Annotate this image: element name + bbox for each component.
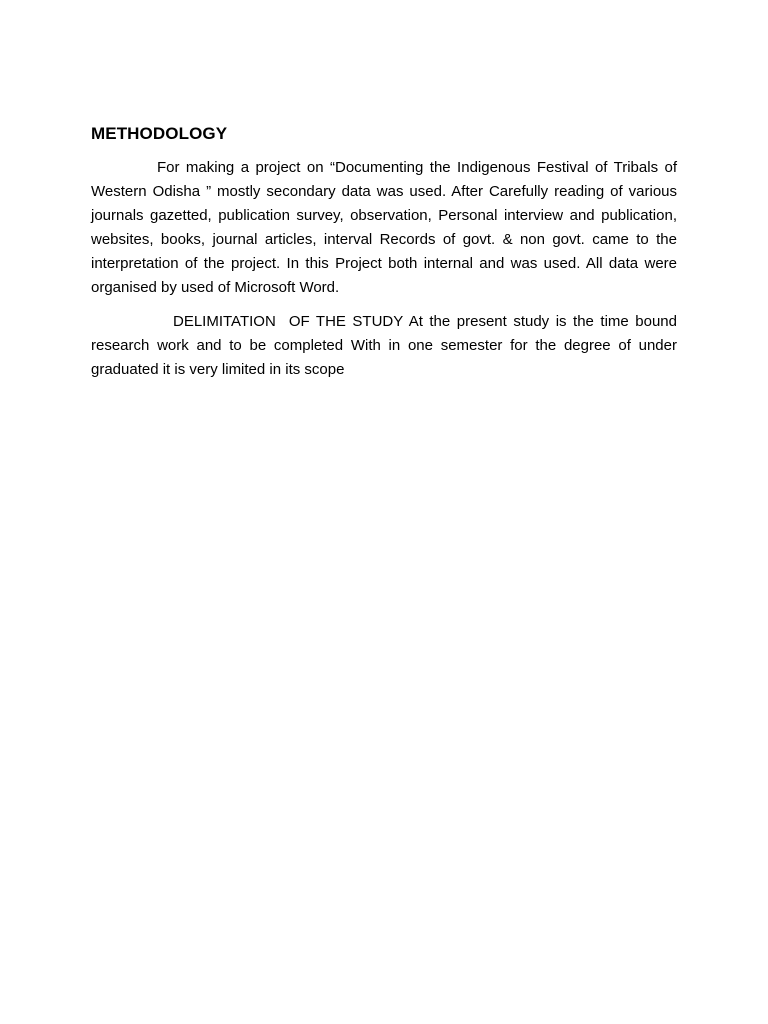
delimitation-paragraph: DELIMITATION OF THE STUDY At the present study is the time bound research work and to be completed With in one semester for the degree of under graduated it is very limited in its scope [91, 313, 682, 378]
document-body [91, 122, 682, 382]
section-heading: METHODOLOGY [91, 124, 228, 143]
methodology-paragraph: For making a project on “Documenting the Indigenous Festival of Tribals of Western Odisha ” mostly secondary data was used. After Carefully reading of various journals gazetted, publication survey, observation, Personal interview and publication, websites, books, journal articles, interval Records of govt. & non govt. came to the interpretation of the project. In this Project both internal and was used. All data were organised by used of Microsoft Word. [91, 159, 677, 296]
